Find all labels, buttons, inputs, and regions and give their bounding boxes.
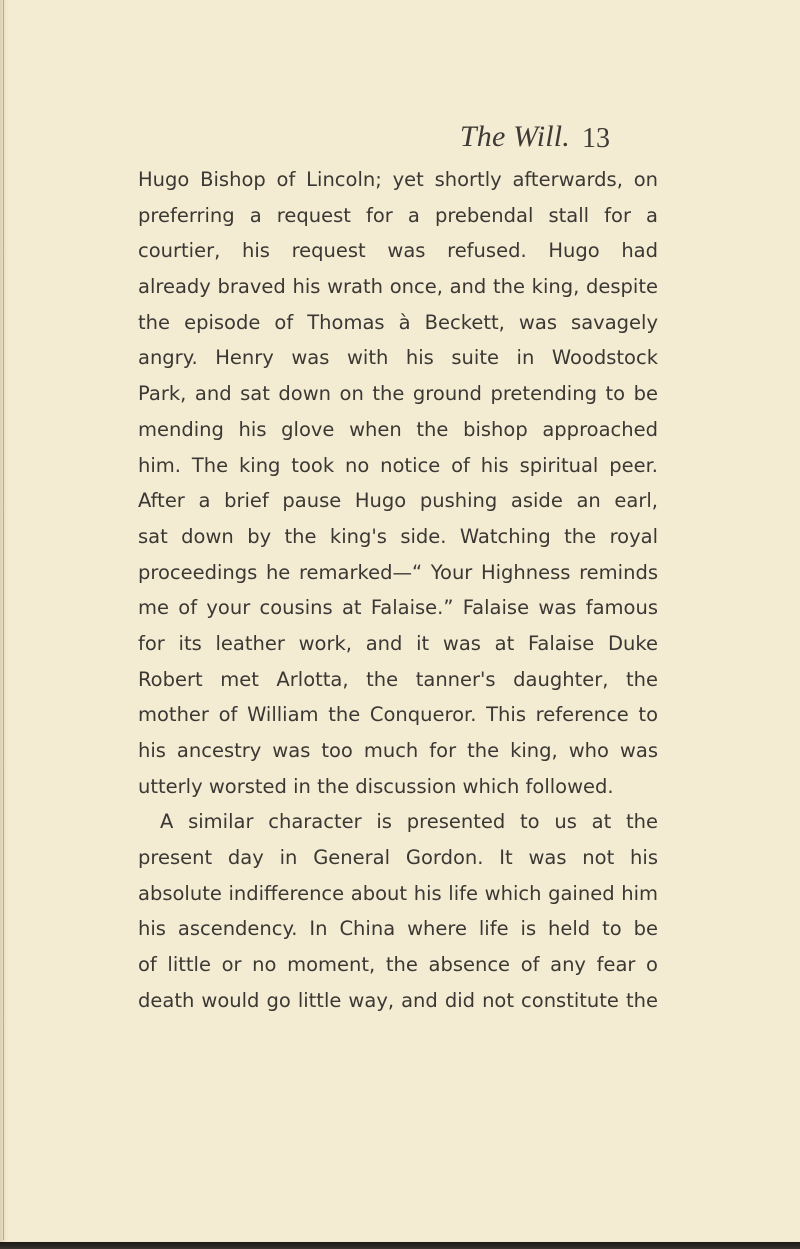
page-left-edge: [0, 0, 8, 1249]
text-line: mother of William the Conqueror. This reference to: [138, 703, 658, 727]
text-line: of little or no moment, the absence of any fear o: [138, 953, 658, 977]
text-line: preferring a request for a prebendal stall for a: [138, 203, 658, 227]
text-line: Hugo Bishop of Lincoln; yet shortly afterwards, on: [138, 168, 658, 191]
text-line: Park, and sat down on the ground pretending to be: [138, 382, 658, 406]
body-text: [138, 162, 658, 1019]
text-line: already braved his wrath once, and the king, despite: [138, 275, 658, 299]
page-gutter-line: [3, 0, 4, 1240]
running-head-title: The Will.: [459, 120, 570, 153]
text-line: proceedings he remarked—“ Your Highness reminds: [138, 560, 658, 584]
text-line: After a brief pause Hugo pushing aside an earl,: [138, 489, 658, 513]
text-line: him. The king took no notice of his spiritual peer.: [138, 453, 658, 477]
text-line: sat down by the king's side. Watching the royal: [138, 524, 658, 548]
page-bottom-edge: [0, 1242, 800, 1249]
text-line-paragraph-start: A similar character is presented to us at the: [160, 810, 658, 834]
text-line: courtier, his request was refused. Hugo had: [138, 239, 658, 263]
text-line: his ascendency. In China where life is held to be: [138, 917, 658, 941]
text-line: death would go little way, and did not constitute the: [138, 988, 658, 1012]
text-line: the episode of Thomas à Beckett, was savagely: [138, 310, 658, 334]
text-line: angry. Henry was with his suite in Woodstock: [138, 346, 658, 370]
text-line: present day in General Gordon. It was not his: [138, 846, 658, 870]
running-head: [140, 120, 570, 160]
text-line: utterly worsted in the discussion which followed.: [138, 774, 614, 798]
text-line: for its leather work, and it was at Falaise Duke: [138, 631, 658, 655]
page-number: 13: [582, 123, 610, 154]
text-line: his ancestry was too much for the king, who was: [138, 739, 658, 762]
text-line: me of your cousins at Falaise.” Falaise was famous: [138, 596, 658, 620]
text-line: Robert met Arlotta, the tanner's daughter, the: [138, 667, 658, 691]
text-line: mending his glove when the bishop approached: [138, 417, 658, 441]
text-line: absolute indifference about his life which gained him: [138, 881, 658, 905]
